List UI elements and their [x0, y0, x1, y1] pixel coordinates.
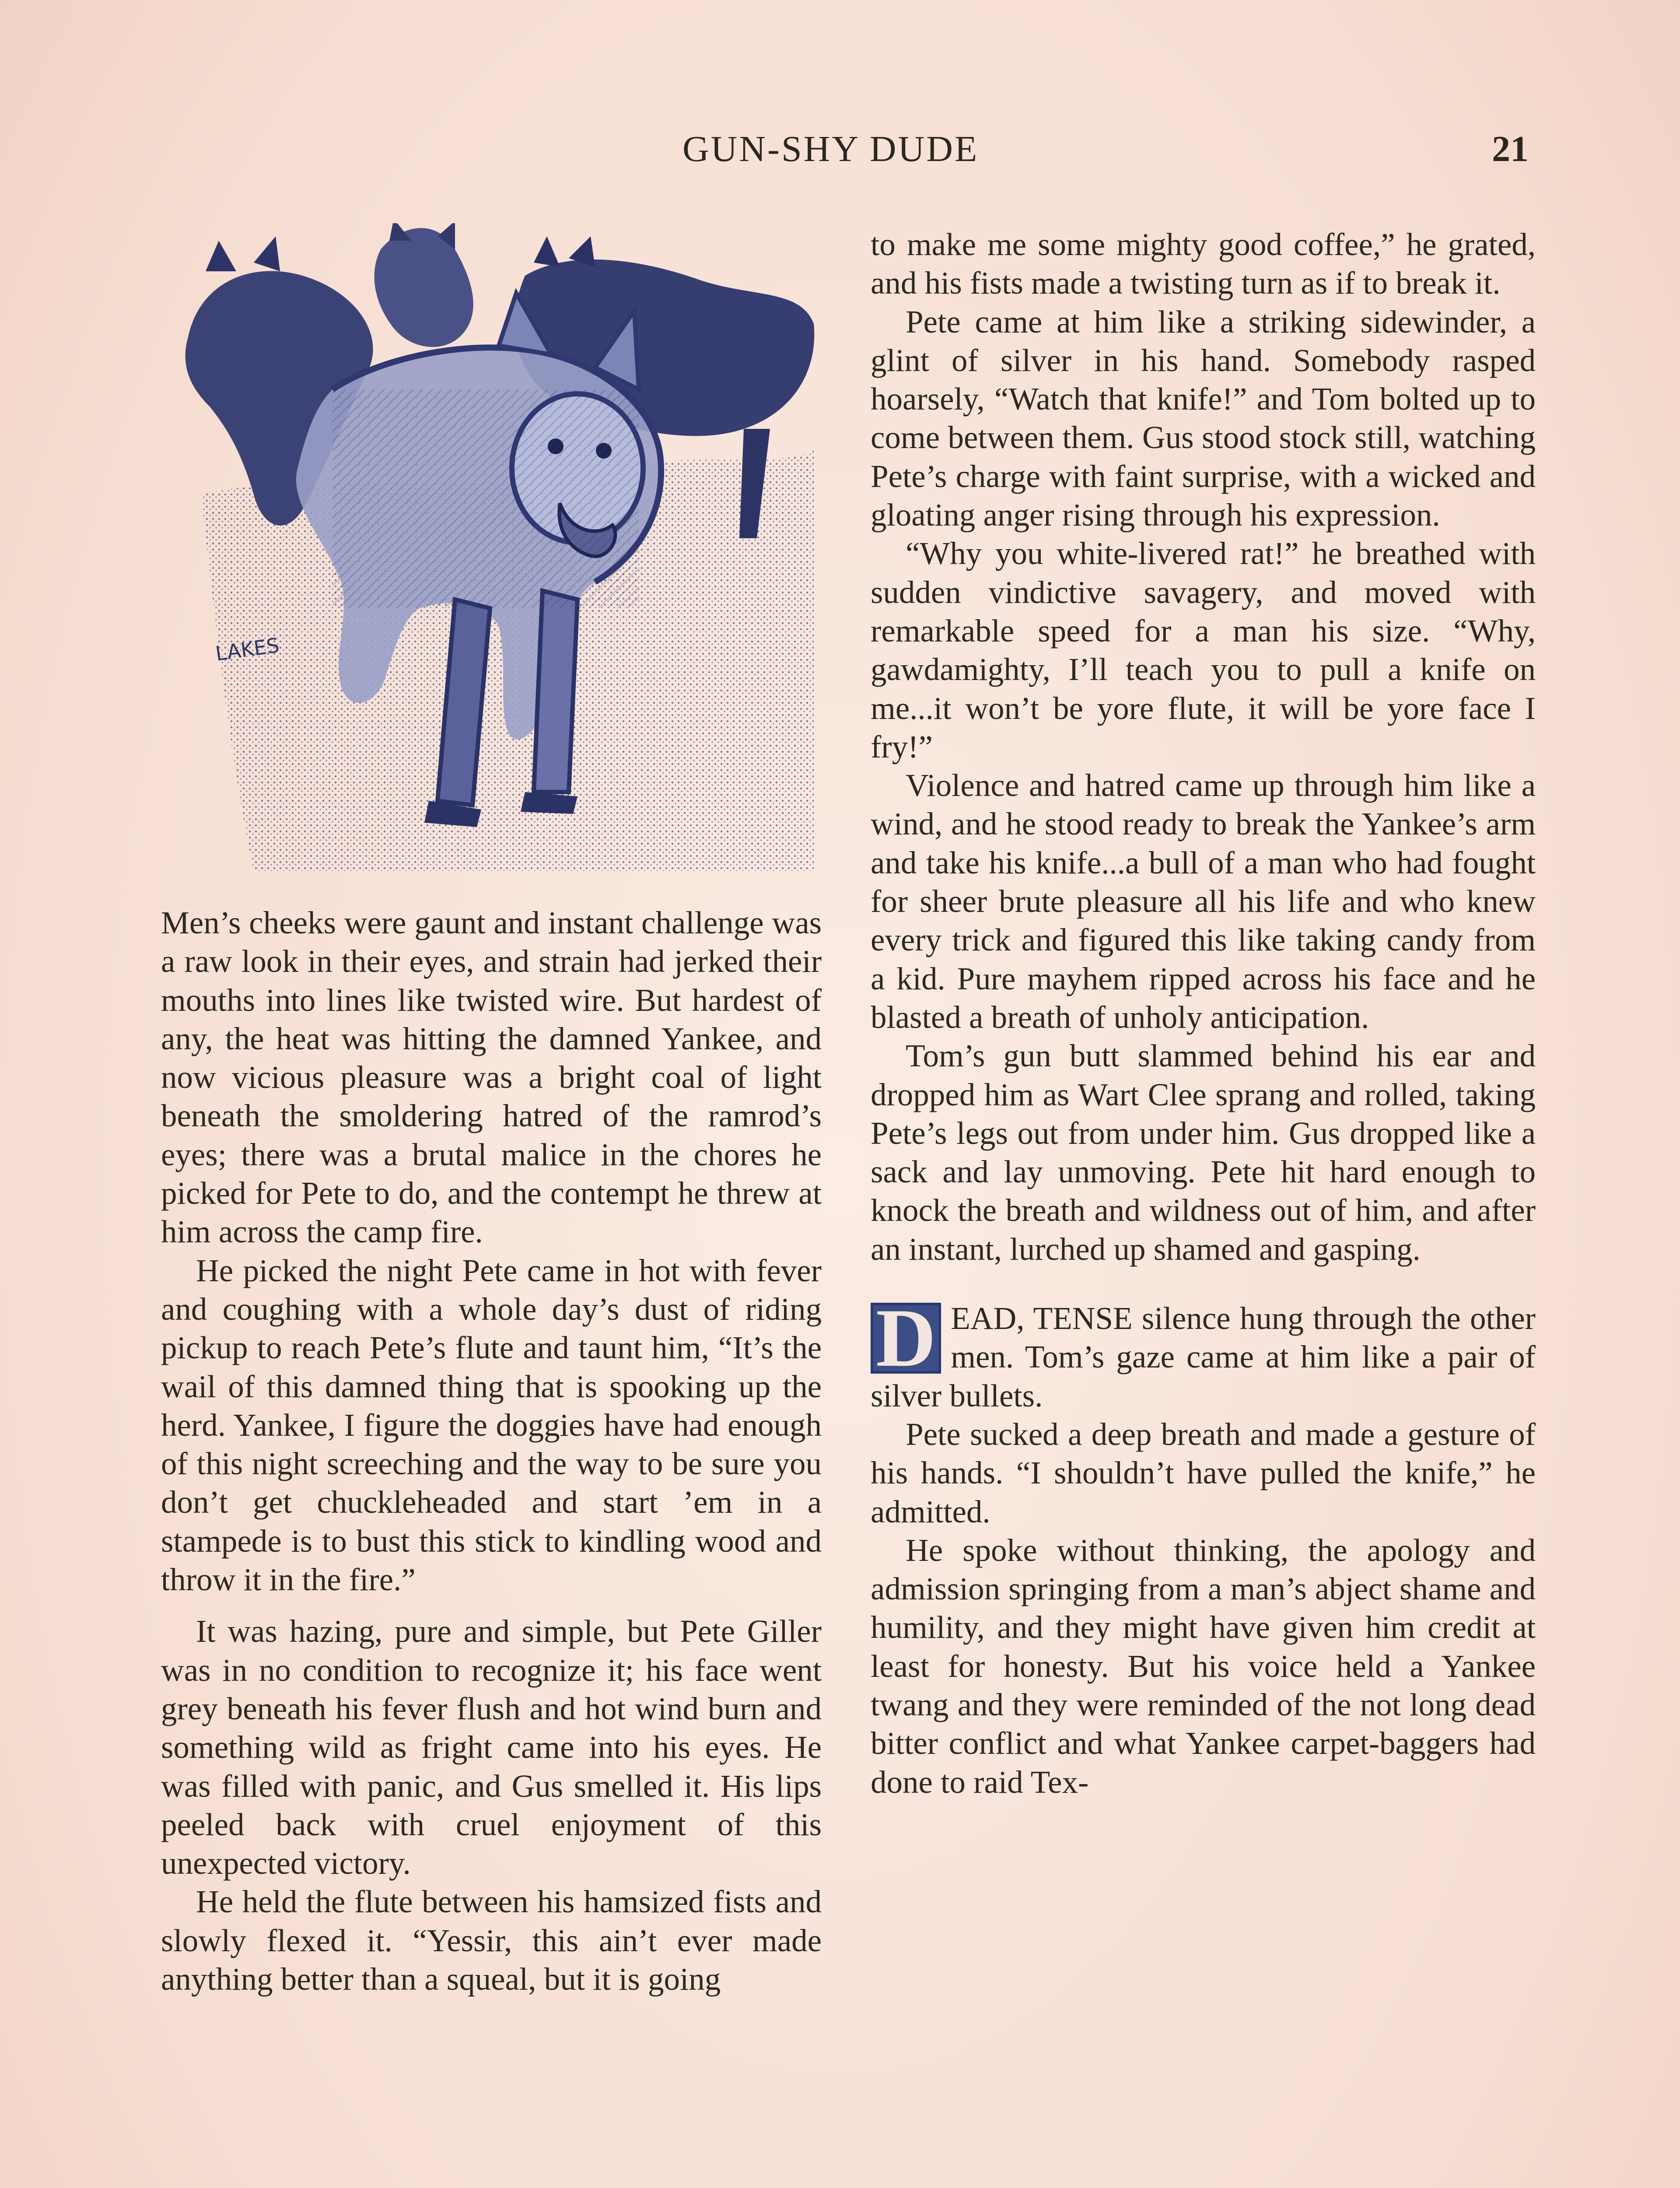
paragraph: He spoke without thinking, the apology and admission springing from a man’s abject shame and humility, and they might have given him credit at least for honesty. But his voice held a Yankee twang and they were reminded of the not long dead bitter conflict and what Yankee carpet-baggers had done to raid Tex- [871, 1532, 1536, 1800]
right-column [871, 225, 1536, 1802]
artist-signature: LAKES [214, 633, 281, 666]
paragraph: Men’s cheeks were gaunt and instant challenge was a raw look in their eyes, and strain had jerked their mouths into lines like twisted wire. But hardest of any, the heat was hitting the damned Yankee, and now vicious pleasure was a bright coal of light beneath the smoldering hatred of the ramrod’s eyes; there was a brutal malice in the chores he picked for Pete to do, and the contempt he threw at him across the camp fire. [161, 905, 822, 1250]
wolf-back-center [374, 228, 473, 347]
section-opening-paragraph [871, 1292, 1536, 1415]
paragraph: Pete sucked a deep breath and made a gesture of his hands. “I shouldn’t have pulled the knife,” he admitted. [871, 1416, 1536, 1529]
drop-cap: D [871, 1303, 941, 1374]
paragraph: He picked the night Pete came in hot with fever and coughing with a whole day’s dust of riding pickup to reach Pete’s flute and taunt him, “It’s the wail of this damned thing that is spooking up the herd. Yankee, I figure the doggies have had enough of this night screeching and the way to be sure you don’t get chuckleheaded and start ’em in a stampede is to bust this stick to kindling wood and throw it in the fire.” [161, 1252, 822, 1598]
left-column [161, 904, 822, 1999]
paragraph: It was hazing, pure and simple, but Pete Giller was in no condition to recognize it; his face went grey beneath his fever flush and hot wind burn and something wild as fright came into his eyes. He was filled with panic, and Gus smelled it. His lips peeled back with cruel enjoyment of this unexpected victory. [161, 1613, 822, 1881]
paragraph: Pete came at him like a striking sidewinder, a glint of silver in his hand. Somebody rasped hoarsely, “Watch that knife!” and Tom bolted up to come between them. Gus stood stock still, watching Pete’s charge with faint surprise, with a wicked and gloating anger rising through his expression. [871, 304, 1536, 533]
paragraph: Violence and hatred came up through him like a wind, and he stood ready to break the Yankee’s arm and take his knife...a bull of a man who had fought for sheer brute pleasure all his life and who knew every trick and figured this like taking candy from a kid. Pure mayhem ripped across his face and he blasted a breath of unholy anticipation. [871, 768, 1536, 1035]
dropcap-paragraph-text: EAD, TENSE silence hung through the other men. Tom’s gaze came at him like a pair of silver bullets. [871, 1301, 1536, 1413]
paragraph: Tom’s gun butt slammed behind his ear and dropped him as Wart Clee sprang and rolled, taking Pete’s legs out from under him. Gus dropped like a sack and lay unmoving. Pete hit hard enough to knock the breath and wildness out of him, and after an instant, lurched up shamed and gasping. [871, 1038, 1536, 1267]
paragraph: to make me some mighty good coffee,” he grated, and his fists made a twisting turn as if to break it. [871, 227, 1536, 301]
paragraph: He held the flute between his hamsized fists and slowly flexed it. “Yessir, this ain’t ever made anything better than a squeal, but it is going [161, 1884, 822, 1997]
running-title: GUN-SHY DUDE [682, 129, 979, 169]
wolves-illustration [175, 223, 818, 875]
page-number: 21 [1492, 129, 1529, 169]
page-header [0, 128, 1680, 185]
paragraph: “Why you white-livered rat!” he breathed with sudden vindictive savagery, and moved with remarkable speed for a man his size. “Why, gawdamighty, I’ll teach you to pull a knife on me...it won’t be yore flute, it will be yore face I fry!” [871, 536, 1536, 764]
